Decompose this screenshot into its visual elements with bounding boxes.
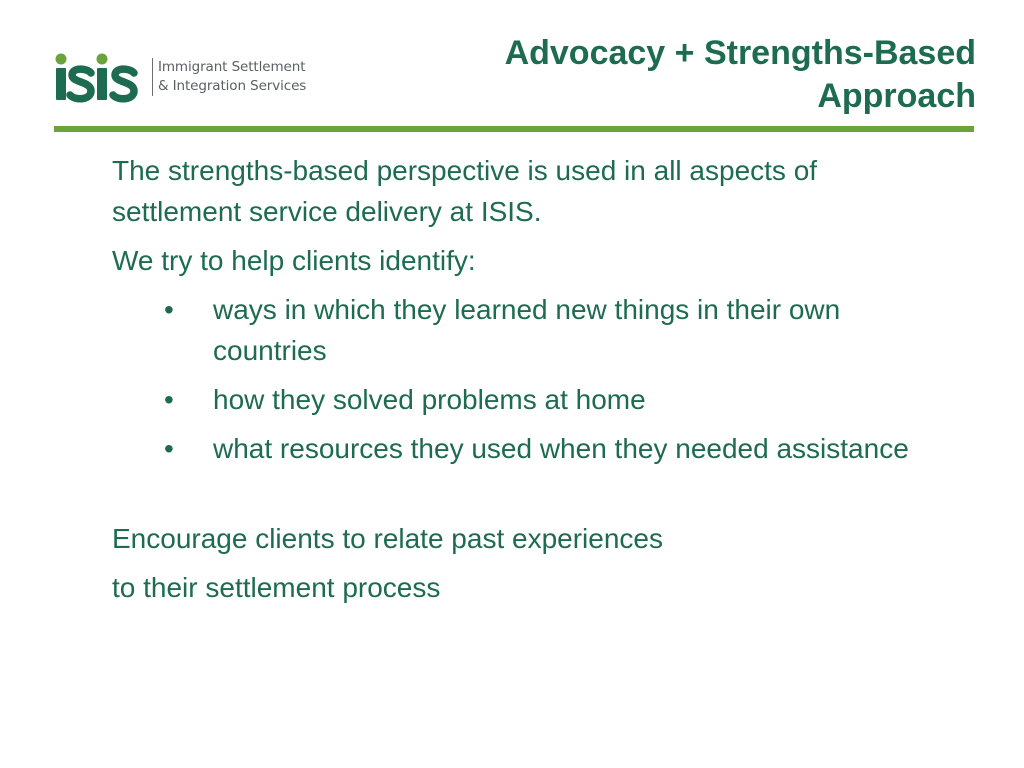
bullet-text: what resources they used when they needed assistance xyxy=(213,433,909,464)
encourage-paragraph: Encourage clients to relate past experiences xyxy=(112,523,663,554)
slide-title-line-2: Approach xyxy=(817,77,976,115)
bullet-text: ways in which they learned new things in their own countries xyxy=(213,294,841,366)
identify-lead-in: We try to help clients identify: xyxy=(112,245,476,276)
logo-tagline-line-1: Immigrant Settlement xyxy=(158,59,306,75)
blank-line xyxy=(112,477,952,518)
bullet-text: how they solved problems at home xyxy=(213,384,646,415)
logo-tagline xyxy=(158,58,306,96)
bullet-item xyxy=(112,379,952,420)
slide-title xyxy=(505,32,976,118)
logo-divider xyxy=(152,58,153,96)
bullet-marker: • xyxy=(164,384,174,415)
identify-bullet-list xyxy=(112,289,952,469)
title-underline-rule xyxy=(54,126,974,132)
slide-body xyxy=(112,150,952,616)
settlement-process-line: to their settlement process xyxy=(112,572,441,603)
intro-paragraph: The strengths-based perspective is used in all aspects of settlement service delivery at ISIS. xyxy=(112,155,818,227)
bullet-marker: • xyxy=(164,433,174,464)
slide-title-line-1: Advocacy + Strengths-Based xyxy=(504,34,976,72)
bullet-marker: • xyxy=(164,294,174,325)
isis-logo xyxy=(54,50,306,104)
bullet-item xyxy=(112,289,952,371)
isis-logo-mark xyxy=(54,50,146,104)
logo-tagline-line-2: & Integration Services xyxy=(158,78,307,94)
bullet-item xyxy=(112,428,952,469)
